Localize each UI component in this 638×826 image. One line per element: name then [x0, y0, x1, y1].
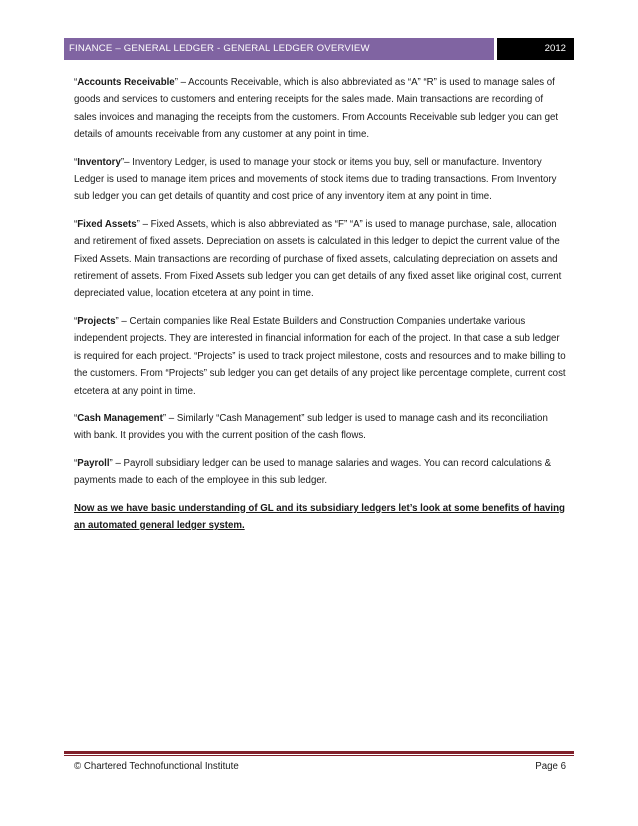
term-payroll: Payroll	[77, 457, 110, 469]
term-projects: Projects	[77, 315, 116, 327]
paragraph-text: ” – Payroll subsidiary ledger can be used to manage salaries and wages. You can record calculations & payments made to each of the employee in this sub ledger.	[74, 457, 552, 487]
page-number: Page 6	[535, 761, 566, 772]
closing-statement: Now as we have basic understanding of GL and its subsidiary ledgers let’s look at some benefits of having an automated general ledger system.	[74, 502, 565, 531]
term-accounts-receivable: Accounts Receivable	[77, 77, 175, 88]
paragraph-text: ” – Accounts Receivable, which is also abbreviated as “A” “R” is used to manage sales of goods and services to customers and entering receipts for the sales made. Main transactions are recording of sales invoices and managing the receipts from the customers. From Accounts Receivable sub ledger you can get details of amounts receivable from any customer at any point in time.	[74, 77, 559, 141]
paragraph-projects	[74, 313, 566, 400]
open-quote: “	[74, 218, 78, 230]
footer-rule	[64, 751, 574, 754]
paragraph-text: ”– Inventory Ledger, is used to manage your stock or items you buy, sell or manufacture. Inventory Ledger is used to manage item prices and movements of stock items due to trading transactions. From Inventory sub ledger you can get details of quantity and cost price of any inventory item at any point in time.	[74, 156, 557, 203]
term-fixed-assets: Fixed Assets	[77, 218, 137, 230]
paragraph-inventory	[74, 154, 566, 206]
open-quote: “	[74, 412, 78, 424]
header-year: 2012	[497, 38, 574, 60]
term-inventory: Inventory	[77, 156, 121, 168]
page-header	[64, 38, 574, 60]
open-quote: “	[74, 77, 78, 88]
open-quote: “	[74, 156, 78, 168]
document-body	[74, 74, 566, 534]
term-cash-management: Cash Management	[77, 412, 163, 424]
page-footer	[74, 759, 566, 775]
header-title: FINANCE – GENERAL LEDGER - GENERAL LEDGER OVERVIEW	[64, 38, 494, 60]
paragraph-payroll	[74, 455, 566, 490]
paragraph-cash-management	[74, 410, 566, 445]
paragraph-text: ” – Similarly “Cash Management” sub ledger is used to manage cash and its reconciliation with bank. It provides you with the current position of the cash flows.	[74, 412, 548, 442]
footer-copyright: © Chartered Technofunctional Institute	[74, 761, 239, 772]
paragraph-accounts-receivable	[74, 74, 566, 144]
paragraph-text: ” – Fixed Assets, which is also abbreviated as “F” “A” is used to manage purchase, sale, allocation and retirement of fixed assets. Depreciation on assets is calculated in this ledger to depict the current value of the Fixed Assets. Main transactions are recording of purchase of fixed assets, calculating depreciation on assets and retirement of assets. From Fixed Assets sub ledger you can get details of any fixed asset like original cost, current depreciated value, location etcetera at any point in time.	[74, 218, 562, 300]
paragraph-fixed-assets	[74, 216, 566, 303]
open-quote: “	[74, 315, 78, 327]
footer-rule-thin	[64, 755, 574, 756]
paragraph-text: ” – Certain companies like Real Estate Builders and Construction Companies undertake various independent projects. They are interested in financial information for each of the project. In that case a sub ledger is required for each project. “Projects” is used to track project milestone, costs and resources and to make billing to the customers. From “Projects” sub ledger you can get details of any project like percentage complete, current cost etcetera at any point in time.	[74, 315, 566, 397]
open-quote: “	[74, 457, 78, 469]
